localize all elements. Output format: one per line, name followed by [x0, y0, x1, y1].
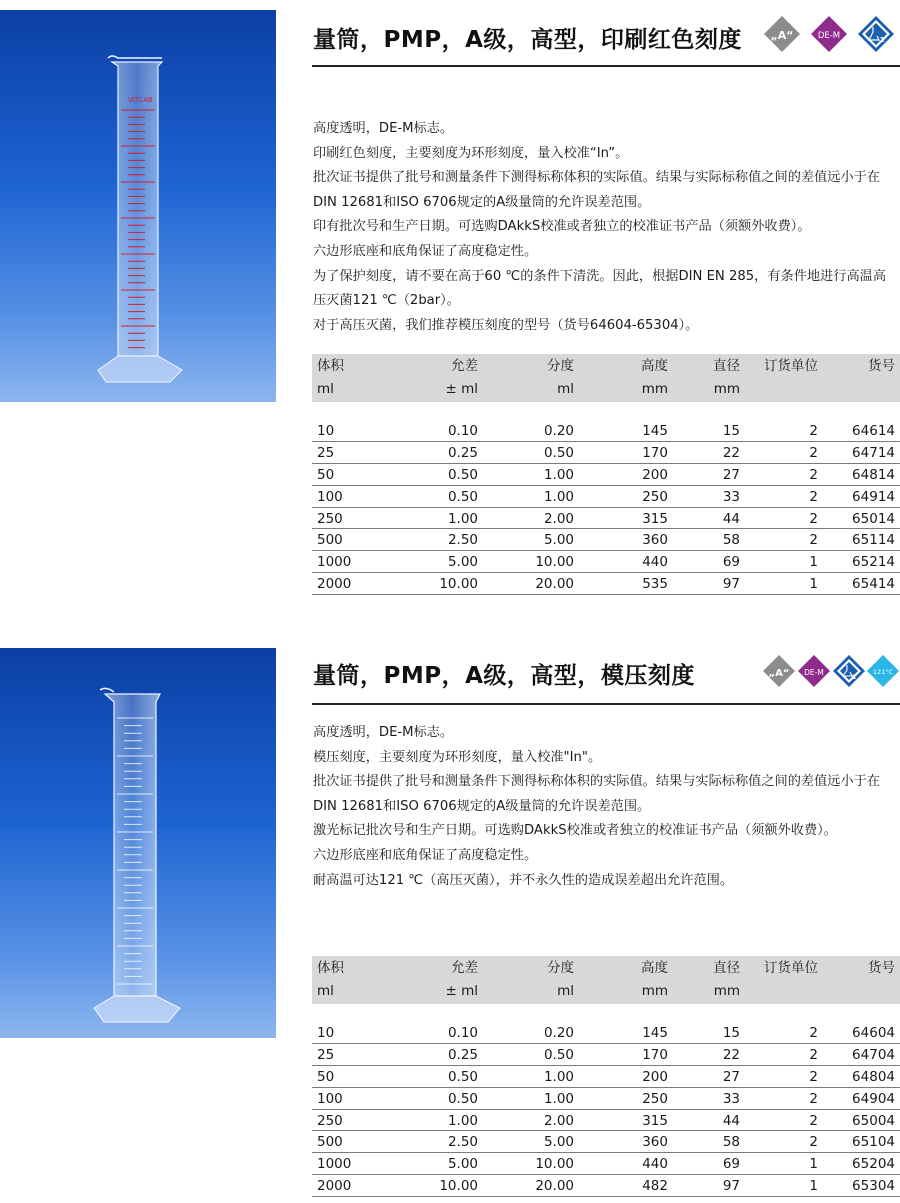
cell-order-unit: 2 [809, 532, 818, 549]
unit-volume: ml [317, 381, 334, 397]
cell-subdivision: 5.00 [543, 532, 574, 549]
cell-volume: 100 [317, 488, 343, 505]
header-tolerance: 允差 [451, 960, 478, 976]
cell-volume: 2000 [317, 1178, 352, 1195]
section-title: 量筒，PMP，A级，高型，印刷红色刻度 [313, 27, 742, 53]
table-row [312, 1153, 900, 1175]
spec-table [312, 956, 900, 1197]
product-section-moulded [0, 640, 900, 1203]
cell-diameter: 27 [722, 466, 740, 483]
badge-group [762, 14, 900, 54]
cell-height: 440 [642, 554, 668, 571]
a-class-badge-icon [763, 655, 795, 687]
svg-text:121°C: 121°C [872, 668, 894, 676]
cell-order-unit: 1 [809, 576, 818, 593]
cell-diameter: 69 [722, 1156, 740, 1173]
table-row [312, 442, 900, 464]
cell-subdivision: 2.00 [543, 1112, 574, 1129]
cell-tolerance: 5.00 [447, 1156, 478, 1173]
description-line: 批次证书提供了批号和测量条件下测得标称体积的实际值。结果与实际标称值之间的差值远小于在DIN 12681和ISO 6706规定的A级量筒的允许误差范围。 [313, 774, 881, 814]
header-height: 高度 [641, 358, 668, 374]
cell-subdivision: 1.00 [543, 1068, 574, 1085]
cell-order-unit: 2 [809, 1025, 818, 1041]
description [313, 721, 898, 893]
cell-tolerance: 0.50 [447, 1068, 478, 1085]
cell-cat-no: 65114 [852, 532, 895, 549]
table-body [312, 1022, 900, 1197]
cell-order-unit: 2 [809, 510, 818, 527]
svg-text:DE-M: DE-M [804, 668, 824, 677]
description-line: 对于高压灭菌，我们推荐模压刻度的型号（货号64604-65304）。 [313, 317, 699, 333]
table-row [312, 573, 900, 595]
cell-subdivision: 1.00 [543, 488, 574, 505]
cell-height: 170 [642, 444, 668, 461]
svg-text:„A“: „A“ [770, 29, 794, 42]
table-row [312, 1131, 900, 1153]
de-m-badge-icon [798, 655, 830, 687]
description-line: 印有批次号和生产日期。可选购DAkkS校准或者独立的校准证书产品（须额外收费）。 [313, 219, 811, 235]
cell-volume: 10 [317, 423, 335, 439]
cell-diameter: 15 [722, 423, 740, 439]
cell-volume: 1000 [317, 554, 352, 571]
description-line: 模压刻度，主要刻度为环形刻度，量入校准"In"。 [313, 749, 602, 765]
cell-diameter: 33 [722, 488, 740, 505]
unit-height: mm [641, 983, 668, 999]
description-line: 高度透明，DE-M标志。 [313, 725, 454, 740]
cell-order-unit: 1 [809, 554, 818, 571]
unit-volume: ml [317, 983, 334, 999]
cell-subdivision: 1.00 [543, 466, 574, 483]
cell-diameter: 15 [722, 1025, 740, 1041]
cell-tolerance: 2.50 [447, 532, 478, 549]
cell-order-unit: 2 [809, 423, 818, 439]
unit-tolerance: ± ml [445, 381, 478, 397]
autoclave-121-badge-icon [867, 655, 899, 687]
description-line: 为了保护刻度，请不要在高于60 ℃的条件下清洗。因此，根据DIN EN 285，有条件地进行高温高压灭菌121 ℃（2bar）。 [313, 268, 887, 309]
cell-tolerance: 10.00 [439, 1178, 478, 1195]
cell-cat-no: 65204 [852, 1156, 895, 1173]
table-row [312, 529, 900, 551]
cell-volume: 500 [317, 1134, 343, 1151]
cell-volume: 1000 [317, 1156, 352, 1173]
cell-diameter: 97 [722, 576, 740, 593]
badge-group [762, 652, 900, 692]
svg-text:1: 1 [851, 673, 857, 681]
table-row [312, 486, 900, 508]
cell-height: 315 [642, 1112, 668, 1129]
description-line: 耐高温可达121 ℃（高压灭菌），并不永久性的造成误差超出允许范围。 [313, 872, 734, 888]
table-row [312, 420, 900, 442]
flask-1-badge-icon [833, 655, 865, 687]
cell-diameter: 97 [722, 1178, 740, 1195]
cell-cat-no: 64614 [852, 423, 895, 439]
cell-tolerance: 0.50 [447, 466, 478, 483]
description [313, 117, 898, 338]
cell-order-unit: 2 [809, 444, 818, 461]
cell-cat-no: 64904 [852, 1090, 895, 1107]
cell-diameter: 69 [722, 554, 740, 571]
cell-subdivision: 2.00 [543, 510, 574, 527]
table-row [312, 1044, 900, 1066]
cylinder-red-print-image [0, 10, 276, 402]
cell-height: 440 [642, 1156, 668, 1173]
cell-tolerance: 5.00 [447, 554, 478, 571]
header-volume: 体积 [317, 960, 344, 976]
svg-text:1: 1 [879, 36, 885, 44]
cell-height: 170 [642, 1046, 668, 1063]
cell-height: 145 [642, 1025, 668, 1041]
cell-subdivision: 1.00 [543, 1090, 574, 1107]
cell-volume: 250 [317, 1112, 343, 1129]
cell-order-unit: 2 [809, 488, 818, 505]
title-rule [312, 65, 900, 67]
table-row [312, 464, 900, 486]
cell-cat-no: 64714 [852, 444, 895, 461]
cell-cat-no: 65304 [852, 1178, 895, 1195]
table-row [312, 508, 900, 530]
cell-diameter: 27 [722, 1068, 740, 1085]
cell-subdivision: 0.50 [543, 1046, 574, 1063]
cell-diameter: 58 [722, 1134, 740, 1151]
cell-tolerance: 0.50 [447, 1090, 478, 1107]
header-diameter: 直径 [713, 960, 740, 976]
header-cat-no: 货号 [868, 960, 895, 976]
header-subdivision: 分度 [547, 960, 574, 976]
cell-diameter: 58 [722, 532, 740, 549]
cell-subdivision: 5.00 [543, 1134, 574, 1151]
cell-order-unit: 1 [809, 1156, 818, 1173]
cell-cat-no: 65014 [852, 510, 895, 527]
section-title: 量筒，PMP，A级，高型，模压刻度 [313, 663, 695, 689]
svg-text:DE-M: DE-M [817, 31, 841, 41]
cell-order-unit: 2 [809, 1112, 818, 1129]
cell-cat-no: 65104 [852, 1134, 895, 1151]
description-line: 六边形底座和底角保证了高度稳定性。 [313, 847, 538, 863]
description-line: 六边形底座和底角保证了高度稳定性。 [313, 243, 538, 259]
cell-cat-no: 64604 [852, 1025, 895, 1041]
cell-cat-no: 64914 [852, 488, 895, 505]
cell-subdivision: 20.00 [535, 1178, 574, 1195]
cell-tolerance: 0.25 [447, 1046, 478, 1063]
table-row [312, 1022, 900, 1044]
title-rule [312, 703, 900, 705]
a-class-badge-icon [764, 16, 800, 52]
cell-tolerance: 0.10 [447, 423, 478, 439]
cell-cat-no: 64814 [852, 466, 895, 483]
product-section-printed [0, 0, 900, 600]
unit-diameter: mm [713, 381, 740, 397]
cell-volume: 25 [317, 444, 335, 461]
table-row [312, 1110, 900, 1132]
cell-diameter: 33 [722, 1090, 740, 1107]
svg-text:„A“: „A“ [768, 668, 790, 679]
header-tolerance: 允差 [451, 358, 478, 374]
cell-diameter: 22 [722, 1046, 740, 1063]
cell-height: 360 [642, 532, 668, 549]
cell-height: 535 [642, 576, 668, 593]
cell-volume: 100 [317, 1090, 343, 1107]
cell-height: 482 [642, 1178, 668, 1195]
cell-cat-no: 64804 [852, 1068, 895, 1085]
cell-cat-no: 64704 [852, 1046, 895, 1063]
cell-diameter: 22 [722, 444, 740, 461]
cell-subdivision: 20.00 [535, 576, 574, 593]
cell-order-unit: 2 [809, 1068, 818, 1085]
cell-tolerance: 2.50 [447, 1134, 478, 1151]
table-row [312, 1175, 900, 1197]
cell-order-unit: 2 [809, 1090, 818, 1107]
flask-1-badge-icon [858, 16, 894, 52]
cell-tolerance: 0.25 [447, 444, 478, 461]
cell-cat-no: 65414 [852, 576, 895, 593]
cell-subdivision: 10.00 [535, 554, 574, 571]
table-header [312, 354, 900, 402]
cell-volume: 2000 [317, 576, 352, 593]
spec-table [312, 354, 900, 595]
table-body [312, 420, 900, 595]
cell-height: 200 [642, 1068, 668, 1085]
cell-height: 250 [642, 1090, 668, 1107]
unit-tolerance: ± ml [445, 983, 478, 999]
cylinder-moulded-image [0, 648, 276, 1038]
unit-subdivision: ml [557, 983, 574, 999]
cell-diameter: 44 [722, 510, 740, 527]
cell-subdivision: 0.20 [543, 1025, 574, 1041]
header-cat-no: 货号 [868, 358, 895, 374]
cell-order-unit: 2 [809, 466, 818, 483]
cell-tolerance: 10.00 [439, 576, 478, 593]
cell-tolerance: 0.10 [447, 1025, 478, 1041]
cell-height: 200 [642, 466, 668, 483]
cell-height: 360 [642, 1134, 668, 1151]
description-line: 激光标记批次号和生产日期。可选购DAkkS校准或者独立的校准证书产品（须额外收费）。 [313, 823, 837, 839]
table-row [312, 551, 900, 573]
description-line: 高度透明，DE-M标志。 [313, 121, 454, 136]
cell-subdivision: 0.20 [543, 423, 574, 439]
cell-height: 145 [642, 423, 668, 439]
description-line: 批次证书提供了批号和测量条件下测得标称体积的实际值。结果与实际标称值之间的差值远小于在DIN 12681和ISO 6706规定的A级量筒的允许误差范围。 [313, 170, 881, 210]
unit-diameter: mm [713, 983, 740, 999]
cell-order-unit: 1 [809, 1178, 818, 1195]
cell-order-unit: 2 [809, 1046, 818, 1063]
header-height: 高度 [641, 960, 668, 976]
header-volume: 体积 [317, 358, 344, 374]
cell-order-unit: 2 [809, 1134, 818, 1151]
cell-volume: 50 [317, 1068, 335, 1085]
header-subdivision: 分度 [547, 358, 574, 374]
unit-height: mm [641, 381, 668, 397]
cell-volume: 500 [317, 532, 343, 549]
unit-subdivision: ml [557, 381, 574, 397]
cell-volume: 25 [317, 1046, 335, 1063]
cell-tolerance: 1.00 [447, 510, 478, 527]
table-row [312, 1066, 900, 1088]
cell-height: 315 [642, 510, 668, 527]
description-line: 印刷红色刻度，主要刻度为环形刻度，量入校准“In”。 [313, 145, 629, 161]
svg-text:VITLAB: VITLAB [128, 96, 153, 104]
cell-volume: 250 [317, 510, 343, 527]
cell-tolerance: 0.50 [447, 488, 478, 505]
header-order-unit: 订货单位 [764, 960, 818, 976]
de-m-badge-icon [811, 16, 847, 52]
cell-height: 250 [642, 488, 668, 505]
cell-diameter: 44 [722, 1112, 740, 1129]
header-diameter: 直径 [713, 358, 740, 374]
cell-cat-no: 65214 [852, 554, 895, 571]
cell-tolerance: 1.00 [447, 1112, 478, 1129]
header-order-unit: 订货单位 [764, 358, 818, 374]
table-header [312, 956, 900, 1004]
table-row [312, 1088, 900, 1110]
cell-subdivision: 0.50 [543, 444, 574, 461]
cell-subdivision: 10.00 [535, 1156, 574, 1173]
cell-cat-no: 65004 [852, 1112, 895, 1129]
cell-volume: 50 [317, 466, 335, 483]
cell-volume: 10 [317, 1025, 335, 1041]
